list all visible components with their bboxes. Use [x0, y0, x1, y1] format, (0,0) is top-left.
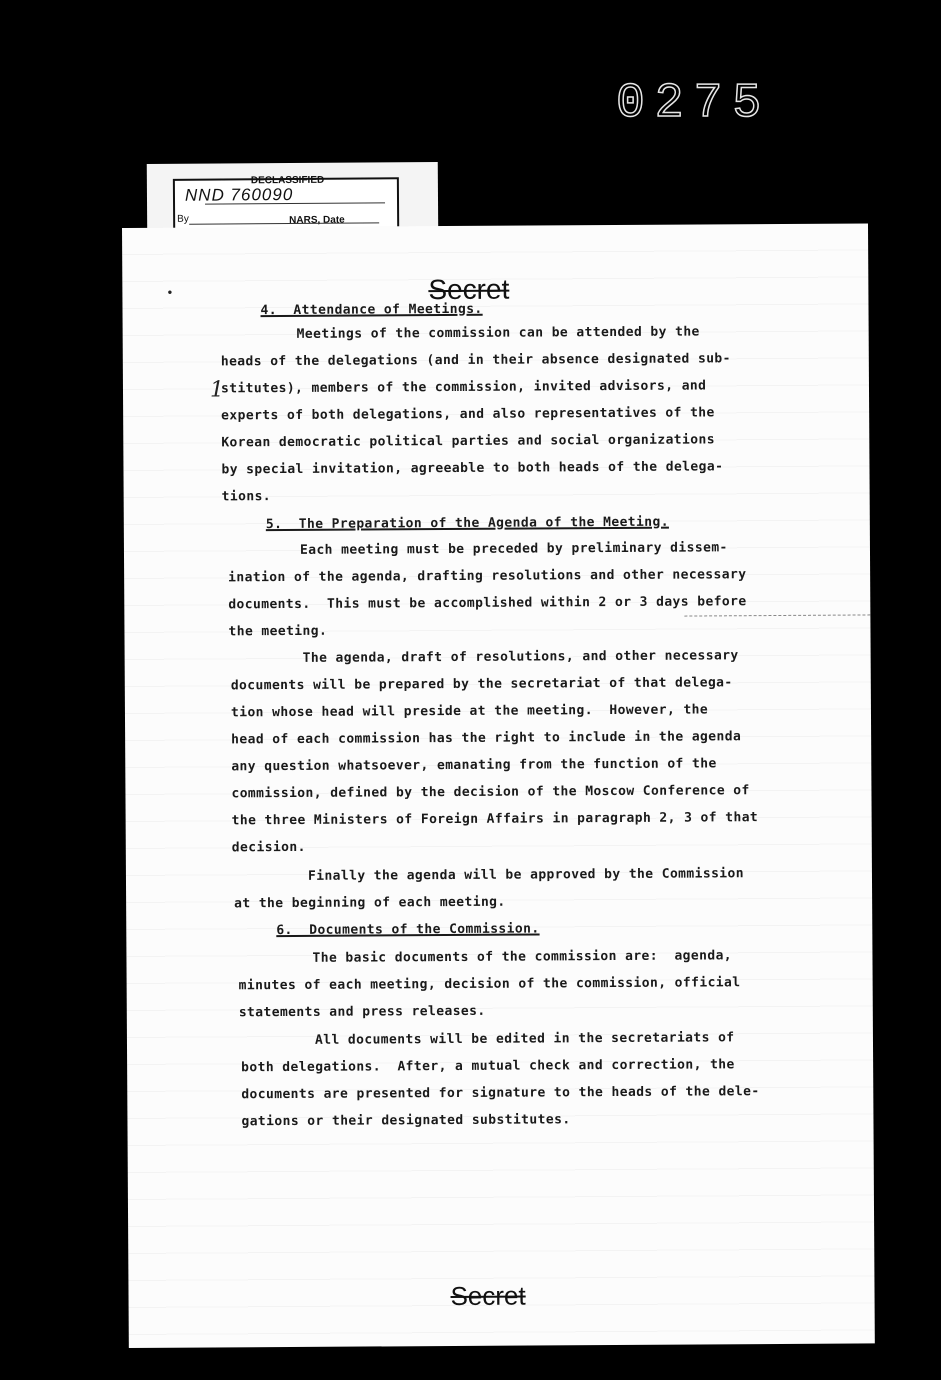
- classification-top: Secret: [428, 273, 510, 306]
- section-5-line: at the beginning of each meeting.: [234, 894, 506, 912]
- nars-date-label: NARS, Date: [289, 214, 345, 227]
- declassification-authority: NND 760090: [184, 184, 294, 205]
- section-5-line: commission, defined by the decision of the Moscow Conference of: [231, 783, 750, 802]
- section-4-line: Korean democratic political parties and social organizations: [221, 432, 715, 451]
- scan-artifact: •: [166, 285, 174, 300]
- section-6-heading: 6. Documents of the Commission.: [276, 921, 540, 939]
- section-6-line: both delegations. After, a mutual check and correction, the: [241, 1057, 735, 1076]
- section-6-line: documents are presented for signature to the heads of the dele-: [241, 1084, 760, 1103]
- scan-fold-line: [684, 614, 870, 616]
- section-4-heading: 4. Attendance of Meetings.: [260, 301, 483, 319]
- declassified-label: DECLASSIFIED: [250, 174, 325, 187]
- document-stamp-number: 0275: [616, 77, 772, 131]
- section-5-line: any question whatsoever, emanating from the function of the: [231, 756, 717, 775]
- section-5-line: ination of the agenda, drafting resolutions and other necessary: [228, 567, 747, 586]
- margin-mark: 1: [209, 377, 225, 403]
- section-5-line: the meeting.: [228, 623, 328, 640]
- section-4-line: tions.: [221, 489, 272, 505]
- section-6-line: All documents will be edited in the secretariats of: [314, 1030, 735, 1048]
- section-6-line: minutes of each meeting, decision of the commission, official: [238, 975, 741, 994]
- section-5-heading: 5. The Preparation of the Agenda of the Meeting.: [265, 514, 669, 533]
- section-5-line: documents. This must be accomplished within 2 or 3 days before: [228, 594, 747, 613]
- section-4-line: stitutes), members of the commission, invited advisors, and: [220, 378, 707, 397]
- section-4-line: heads of the delegations (and in their absence designated sub-: [220, 351, 731, 370]
- by-label: By: [177, 213, 189, 225]
- section-5-line: The agenda, draft of resolutions, and other necessary: [302, 648, 739, 666]
- classification-bottom: Secret: [450, 1280, 526, 1312]
- document-page: [122, 223, 875, 1348]
- section-5-line: decision.: [231, 839, 306, 856]
- section-5-line: Each meeting must be preceded by preliminary dissem-: [299, 540, 728, 558]
- section-5-line: documents will be prepared by the secretariat of that delega-: [230, 675, 733, 694]
- section-4-line: by special invitation, agreeable to both heads of the delega-: [221, 459, 724, 478]
- section-5-line: the three Ministers of Foreign Affairs in paragraph 2, 3 of that: [231, 810, 759, 829]
- section-6-line: The basic documents of the commission are: agenda,: [312, 948, 733, 966]
- declassification-tab: [147, 162, 438, 236]
- section-5-line: head of each commission has the right to include in the agenda: [231, 729, 742, 748]
- section-6-line: gations or their designated substitutes.: [241, 1112, 571, 1130]
- section-5-line: tion whose head will preside at the meeting. However, the: [230, 702, 709, 721]
- section-4-line: Meetings of the commission can be attended by the: [296, 324, 700, 342]
- section-6-line: statements and press releases.: [238, 1003, 486, 1021]
- section-4-line: experts of both delegations, and also representatives of the: [221, 405, 715, 424]
- section-5-line: Finally the agenda will be approved by the Commission: [307, 866, 745, 884]
